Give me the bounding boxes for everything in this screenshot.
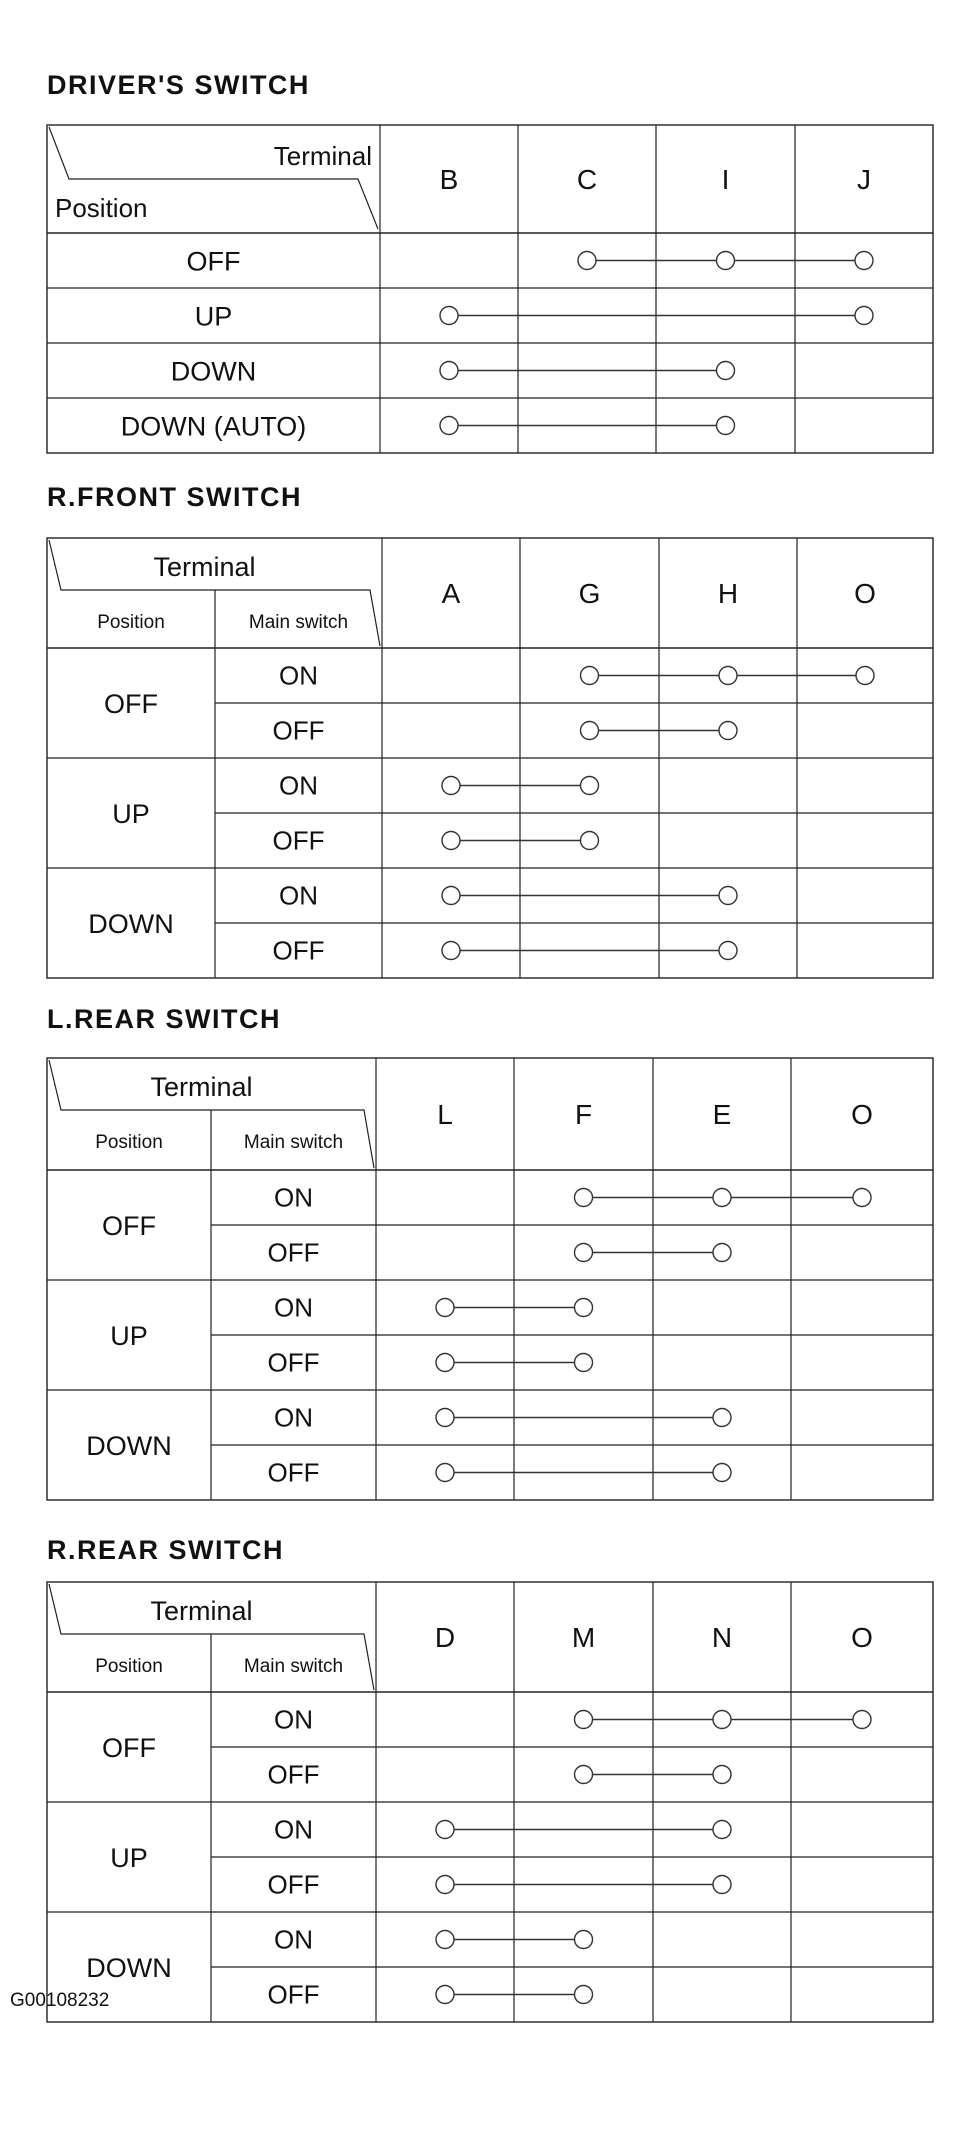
position-label: OFF — [186, 246, 241, 277]
terminal-circle — [713, 1189, 731, 1207]
main-switch-label: ON — [279, 660, 318, 691]
terminal-circle — [713, 1409, 731, 1427]
terminal-circle — [581, 722, 599, 740]
terminal-circle — [855, 307, 873, 325]
header-position-label: Position — [95, 1656, 163, 1677]
terminal-label: D — [434, 1622, 456, 1653]
terminal-circle — [436, 1464, 454, 1482]
figure-code: G00108232 — [10, 1990, 110, 2011]
rfront-switch-table — [0, 538, 973, 988]
rrear-switch-title: R.REAR SWITCH — [47, 1535, 284, 1565]
main-switch-label: OFF — [272, 935, 325, 966]
table-frame — [47, 1058, 933, 1500]
terminal-label: M — [571, 1622, 596, 1653]
drivers-switch-table — [0, 125, 973, 455]
terminal-circle — [713, 1766, 731, 1784]
main-switch-label: ON — [274, 1182, 313, 1213]
terminal-circle — [442, 942, 460, 960]
terminal-circle — [436, 1931, 454, 1949]
position-label: OFF — [104, 689, 158, 719]
terminal-circle — [853, 1711, 871, 1729]
terminal-circle — [856, 667, 874, 685]
terminal-label: F — [574, 1099, 593, 1130]
main-switch-label: OFF — [272, 715, 325, 746]
terminal-circle — [436, 1409, 454, 1427]
terminal-label: A — [441, 578, 461, 609]
terminal-label: N — [711, 1622, 733, 1653]
main-switch-label: ON — [279, 770, 318, 801]
position-label: OFF — [102, 1733, 156, 1763]
terminal-circle — [713, 1821, 731, 1839]
position-label: DOWN — [86, 1953, 172, 1983]
terminal-circle — [575, 1354, 593, 1372]
position-label: OFF — [102, 1211, 156, 1241]
main-switch-label: ON — [274, 1924, 313, 1955]
main-switch-label: ON — [279, 880, 318, 911]
position-label: UP — [112, 799, 150, 829]
main-switch-label: OFF — [267, 1457, 320, 1488]
lrear-switch-title: L.REAR SWITCH — [47, 1004, 281, 1034]
position-label: DOWN — [86, 1431, 172, 1461]
terminal-label: H — [717, 578, 739, 609]
terminal-label: B — [439, 164, 459, 195]
terminal-circle — [853, 1189, 871, 1207]
main-switch-label: ON — [274, 1402, 313, 1433]
terminal-label: J — [857, 164, 871, 195]
terminal-circle — [717, 362, 735, 380]
terminal-circle — [719, 722, 737, 740]
terminal-circle — [575, 1244, 593, 1262]
terminal-circle — [440, 362, 458, 380]
terminal-circle — [442, 777, 460, 795]
terminal-circle — [713, 1464, 731, 1482]
terminal-label: O — [851, 1622, 873, 1653]
header-terminal-label: Terminal — [150, 1596, 253, 1626]
header-terminal-label: Terminal — [153, 552, 256, 582]
terminal-circle — [713, 1711, 731, 1729]
position-label: DOWN — [88, 909, 174, 939]
terminal-circle — [855, 252, 873, 270]
header-terminal-label: Terminal — [150, 1072, 253, 1102]
rfront-switch-title: R.FRONT SWITCH — [47, 482, 302, 512]
terminal-circle — [581, 667, 599, 685]
main-switch-label: OFF — [267, 1237, 320, 1268]
terminal-label: C — [576, 164, 598, 195]
header-main-switch-label: Main switch — [243, 1656, 344, 1677]
terminal-circle — [575, 1711, 593, 1729]
terminal-circle — [436, 1986, 454, 2004]
position-label: UP — [194, 301, 233, 332]
terminal-circle — [713, 1876, 731, 1894]
terminal-circle — [578, 252, 596, 270]
terminal-label: I — [721, 164, 730, 195]
terminal-circle — [436, 1354, 454, 1372]
terminal-circle — [440, 417, 458, 435]
terminal-circle — [442, 887, 460, 905]
terminal-circle — [719, 887, 737, 905]
main-switch-label: OFF — [267, 1347, 320, 1378]
header-position-label: Position — [95, 1132, 163, 1153]
main-switch-label: OFF — [267, 1979, 320, 2010]
terminal-circle — [440, 307, 458, 325]
main-switch-label: ON — [274, 1292, 313, 1323]
rrear-switch-table — [0, 1582, 973, 2032]
terminal-circle — [575, 1299, 593, 1317]
main-switch-label: OFF — [267, 1759, 320, 1790]
terminal-circle — [717, 417, 735, 435]
position-label: UP — [110, 1321, 148, 1351]
terminal-circle — [719, 667, 737, 685]
terminal-label: O — [851, 1099, 873, 1130]
header-position-label: Position — [97, 612, 165, 633]
terminal-circle — [717, 252, 735, 270]
position-label: DOWN — [170, 356, 257, 387]
table-frame — [47, 125, 933, 453]
header-main-switch-label: Main switch — [243, 1132, 344, 1153]
terminal-circle — [713, 1244, 731, 1262]
terminal-circle — [436, 1821, 454, 1839]
terminal-circle — [575, 1986, 593, 2004]
terminal-circle — [581, 777, 599, 795]
terminal-circle — [719, 942, 737, 960]
main-switch-label: OFF — [272, 825, 325, 856]
terminal-circle — [581, 832, 599, 850]
terminal-circle — [575, 1189, 593, 1207]
terminal-circle — [575, 1931, 593, 1949]
main-switch-label: ON — [274, 1814, 313, 1845]
terminal-circle — [442, 832, 460, 850]
position-label: UP — [110, 1843, 148, 1873]
terminal-label: G — [578, 578, 601, 609]
terminal-label: L — [437, 1099, 453, 1130]
header-position-label: Position — [55, 193, 148, 223]
main-switch-label: OFF — [267, 1869, 320, 1900]
header-main-switch-label: Main switch — [248, 612, 349, 633]
lrear-switch-table — [0, 1058, 973, 1508]
position-label: DOWN (AUTO) — [120, 411, 307, 442]
main-switch-label: ON — [274, 1704, 313, 1735]
terminal-circle — [436, 1299, 454, 1317]
terminal-label: E — [712, 1099, 732, 1130]
terminal-circle — [436, 1876, 454, 1894]
header-terminal-label: Terminal — [273, 141, 372, 171]
terminal-circle — [575, 1766, 593, 1784]
terminal-label: O — [854, 578, 876, 609]
drivers-switch-title: DRIVER'S SWITCH — [47, 70, 310, 100]
